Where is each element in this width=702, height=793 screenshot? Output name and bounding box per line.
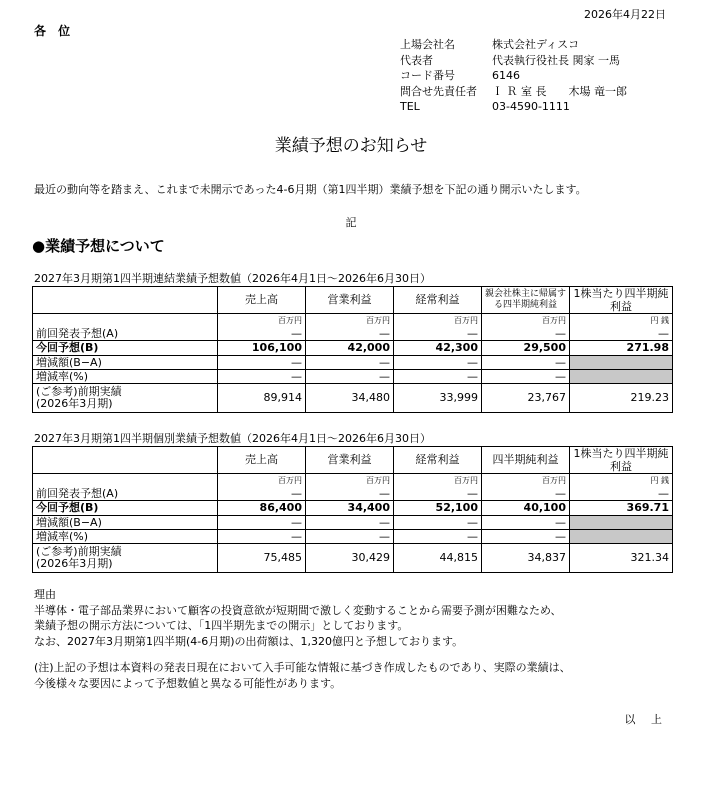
info-label: 上場会社名 (400, 38, 455, 51)
value-cell (570, 474, 673, 501)
note-line: 今後様々な要因によって予想数値と異なる可能性があります。 (34, 676, 342, 690)
reason-heading: 理由 (34, 588, 56, 601)
table-row (33, 474, 673, 501)
company-info-row (400, 99, 627, 115)
unit-label: 百万円 (278, 316, 302, 325)
value-cell (394, 314, 482, 341)
info-value: 6146 (492, 69, 520, 82)
row-label-text: (2026年3月期) (36, 397, 113, 410)
column-header: 経常利益 (394, 287, 482, 314)
value-cell: 271.98 (570, 341, 673, 356)
value-cell: 89,914 (218, 384, 306, 413)
value-cell: 321.34 (570, 544, 673, 573)
cell-value: — (658, 487, 669, 500)
column-header: 営業利益 (306, 447, 394, 474)
value-cell: — (482, 530, 570, 544)
value-cell: — (482, 516, 570, 530)
value-cell: — (218, 530, 306, 544)
cell-value: — (379, 487, 390, 500)
value-cell: 40,100 (482, 501, 570, 516)
addressee: 各 位 (34, 24, 75, 38)
value-cell (482, 314, 570, 341)
cell-value: — (555, 487, 566, 500)
value-cell: — (306, 516, 394, 530)
table-row (33, 314, 673, 341)
table-header-row (33, 287, 673, 314)
value-cell: — (394, 356, 482, 370)
value-cell: 369.71 (570, 501, 673, 516)
cell-value: — (291, 327, 302, 340)
value-cell (570, 516, 673, 530)
row-label (33, 544, 218, 573)
consolidated-forecast-table (32, 286, 673, 413)
standalone-forecast-table (32, 446, 673, 573)
document-title: 業績予想のお知らせ (274, 136, 428, 156)
value-cell (570, 314, 673, 341)
value-cell: 75,485 (218, 544, 306, 573)
row-label: 今回予想(B) (33, 341, 218, 356)
value-cell (218, 314, 306, 341)
release-date: 2026年4月22日 (584, 8, 666, 21)
consolidated-caption: 2027年3月期第1四半期連結業績予想数値（2026年4月1日～2026年6月30日） (34, 272, 431, 285)
closing-mark: 以 上 (624, 713, 668, 726)
value-cell (306, 474, 394, 501)
value-cell: 29,500 (482, 341, 570, 356)
column-header: 売上高 (218, 447, 306, 474)
table-row (33, 530, 673, 544)
row-label-text: (ご参考)前期実績 (36, 385, 122, 398)
unit-label: 百万円 (278, 476, 302, 485)
table-row (33, 341, 673, 356)
value-cell: 42,300 (394, 341, 482, 356)
row-label (33, 314, 218, 341)
unit-label: 百万円 (454, 476, 478, 485)
cell-value: — (555, 327, 566, 340)
value-cell: — (218, 370, 306, 384)
info-label: 代表者 (400, 53, 433, 67)
company-info-row (400, 53, 627, 69)
value-cell: 34,400 (306, 501, 394, 516)
row-label-text: (2026年3月期) (36, 557, 113, 570)
info-label: 問合せ先責任者 (400, 84, 477, 98)
row-label: 増減額(B−A) (33, 356, 218, 370)
value-cell: — (394, 370, 482, 384)
value-cell: — (482, 370, 570, 384)
column-header: 親会社株主に帰属する四半期純利益 (482, 287, 570, 314)
column-header: 経常利益 (394, 447, 482, 474)
company-info-row (400, 68, 627, 84)
unit-label: 百万円 (366, 316, 390, 325)
value-cell: 219.23 (570, 384, 673, 413)
table-header-row (33, 447, 673, 474)
info-label: TEL (400, 100, 420, 113)
reason-line: 業績予想の開示方法については、「1四半期先までの開示」としております。 (34, 619, 409, 632)
unit-label: 円 銭 (650, 316, 669, 325)
standalone-caption: 2027年3月期第1四半期個別業績予想数値（2026年4月1日～2026年6月30日） (34, 432, 431, 445)
column-header: 1株当たり四半期純利益 (570, 447, 673, 474)
info-value: 03-4590-1111 (492, 100, 570, 113)
value-cell: 44,815 (394, 544, 482, 573)
value-cell: 106,100 (218, 341, 306, 356)
row-label-text: 前回発表予想(A) (36, 487, 119, 500)
header-blank-cell (33, 447, 218, 474)
table-row (33, 370, 673, 384)
column-header: 四半期純利益 (482, 447, 570, 474)
company-info-row (400, 84, 627, 100)
unit-label: 百万円 (454, 316, 478, 325)
value-cell (218, 474, 306, 501)
company-info (400, 37, 627, 115)
info-label: コード番号 (400, 69, 455, 82)
value-cell (570, 356, 673, 370)
value-cell: 34,837 (482, 544, 570, 573)
value-cell: — (306, 530, 394, 544)
value-cell: 33,999 (394, 384, 482, 413)
info-value: Ｉ Ｒ 室 長 木場 竜一郎 (492, 84, 627, 98)
value-cell (570, 530, 673, 544)
value-cell: 86,400 (218, 501, 306, 516)
info-value: 株式会社ディスコ (492, 38, 580, 51)
table-row (33, 544, 673, 573)
cell-value: — (658, 327, 669, 340)
row-label-text: (ご参考)前期実績 (36, 545, 122, 558)
value-cell (306, 314, 394, 341)
company-info-row (400, 37, 627, 53)
cell-value: — (467, 327, 478, 340)
column-header: 1株当たり四半期純利益 (570, 287, 673, 314)
row-label: 増減率(%) (33, 530, 218, 544)
note-line: (注)上記の予想は本資料の発表日現在において入手可能な情報に基づき作成したものであり、実際の業績は、 (34, 661, 571, 674)
value-cell: — (306, 356, 394, 370)
row-label-text: 前回発表予想(A) (36, 327, 119, 340)
row-label (33, 474, 218, 501)
value-cell: — (306, 370, 394, 384)
value-cell: — (394, 516, 482, 530)
ki-marker: 記 (345, 216, 357, 229)
value-cell: — (218, 356, 306, 370)
column-header: 売上高 (218, 287, 306, 314)
row-label: 増減率(%) (33, 370, 218, 384)
reason-block (34, 587, 562, 649)
value-cell (482, 474, 570, 501)
disclaimer-note (34, 660, 571, 691)
value-cell: 23,767 (482, 384, 570, 413)
unit-label: 百万円 (542, 476, 566, 485)
cell-value: — (291, 487, 302, 500)
table-row (33, 501, 673, 516)
value-cell (570, 370, 673, 384)
table-row (33, 356, 673, 370)
reason-line: 半導体・電子部品業界において顧客の投資意欲が短期間で激しく変動することから需要予測が困難なため、 (34, 603, 562, 617)
value-cell: 52,100 (394, 501, 482, 516)
row-label (33, 384, 218, 413)
unit-label: 百万円 (366, 476, 390, 485)
row-label: 今回予想(B) (33, 501, 218, 516)
value-cell: 42,000 (306, 341, 394, 356)
cell-value: — (379, 327, 390, 340)
row-label: 増減額(B−A) (33, 516, 218, 530)
header-blank-cell (33, 287, 218, 314)
value-cell: 30,429 (306, 544, 394, 573)
unit-label: 円 銭 (650, 476, 669, 485)
table-row (33, 384, 673, 413)
info-value: 代表執行役社長 関家 一馬 (492, 53, 620, 67)
section-heading: ●業績予想について (32, 237, 165, 255)
value-cell: — (218, 516, 306, 530)
intro-text: 最近の動向等を踏まえ、これまで未開示であった4-6月期（第1四半期）業績予想を下記の通り開示いたします。 (34, 183, 587, 196)
value-cell: — (394, 530, 482, 544)
value-cell: 34,480 (306, 384, 394, 413)
cell-value: — (467, 487, 478, 500)
reason-line: なお、2027年3月期第1四半期(4-6月期)の出荷額は、1,320億円と予想しております。 (34, 634, 464, 648)
value-cell (394, 474, 482, 501)
value-cell: — (482, 356, 570, 370)
column-header: 営業利益 (306, 287, 394, 314)
unit-label: 百万円 (542, 316, 566, 325)
table-row (33, 516, 673, 530)
